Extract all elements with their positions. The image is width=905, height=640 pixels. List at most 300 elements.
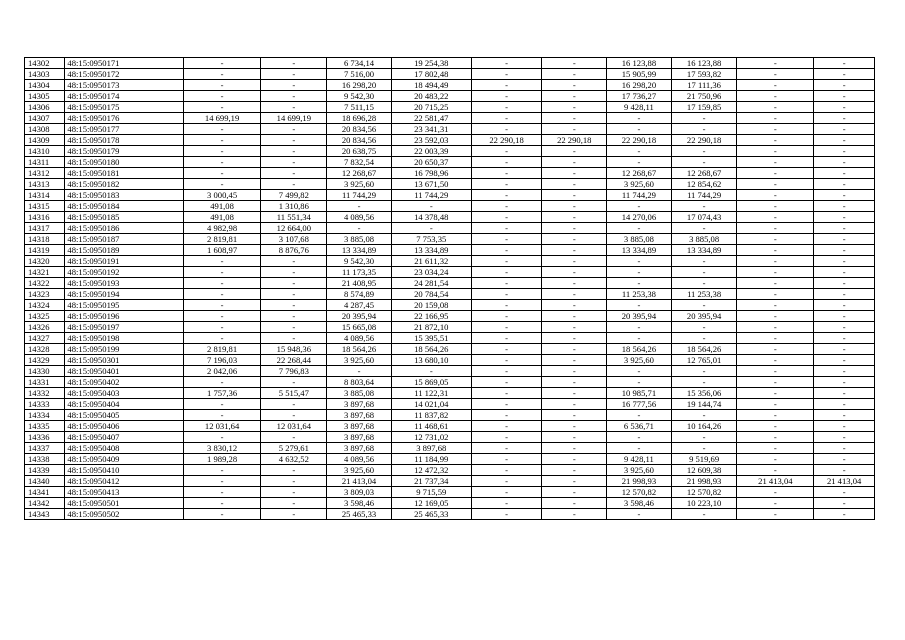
cadastral-number-cell: 48:15:0950191: [65, 256, 183, 267]
value-cell: -: [814, 443, 875, 454]
value-cell: -: [542, 190, 607, 201]
value-cell: -: [671, 223, 737, 234]
value-cell: -: [542, 223, 607, 234]
value-cell: -: [261, 69, 327, 80]
value-cell: -: [607, 278, 672, 289]
value-cell: -: [471, 80, 542, 91]
value-cell: -: [471, 388, 542, 399]
value-cell: 8 876,76: [261, 245, 327, 256]
value-cell: -: [607, 146, 672, 157]
value-cell: 7 516,00: [327, 69, 392, 80]
value-cell: -: [471, 487, 542, 498]
value-cell: -: [183, 267, 261, 278]
value-cell: -: [327, 366, 392, 377]
cadastral-number-cell: 48:15:0950196: [65, 311, 183, 322]
value-cell: -: [671, 333, 737, 344]
value-cell: -: [607, 300, 672, 311]
value-cell: -: [183, 432, 261, 443]
cadastral-number-cell: 48:15:0950185: [65, 212, 183, 223]
value-cell: 12 570,82: [607, 487, 672, 498]
value-cell: -: [542, 476, 607, 487]
table-row: [25, 212, 875, 223]
cadastral-number-cell: 48:15:0950174: [65, 91, 183, 102]
value-cell: 8 803,64: [327, 377, 392, 388]
value-cell: 22 290,18: [542, 135, 607, 146]
value-cell: 4 982,98: [183, 223, 261, 234]
value-cell: 7 753,35: [391, 234, 471, 245]
value-cell: 20 638,75: [327, 146, 392, 157]
row-number-cell: 14322: [25, 278, 65, 289]
row-number-cell: 14339: [25, 465, 65, 476]
value-cell: 19 254,38: [391, 58, 471, 69]
value-cell: -: [737, 322, 814, 333]
value-cell: -: [737, 179, 814, 190]
value-cell: -: [814, 399, 875, 410]
table-row: [25, 124, 875, 135]
value-cell: -: [607, 377, 672, 388]
value-cell: 17 074,43: [671, 212, 737, 223]
value-cell: 3 885,08: [327, 234, 392, 245]
value-cell: -: [737, 311, 814, 322]
value-cell: 3 897,68: [391, 443, 471, 454]
value-cell: -: [607, 124, 672, 135]
value-cell: -: [737, 454, 814, 465]
value-cell: -: [671, 432, 737, 443]
value-cell: -: [814, 80, 875, 91]
value-cell: 20 834,56: [327, 135, 392, 146]
value-cell: 8 574,89: [327, 289, 392, 300]
value-cell: -: [814, 289, 875, 300]
value-cell: -: [737, 168, 814, 179]
value-cell: -: [471, 509, 542, 520]
value-cell: 12 765,01: [671, 355, 737, 366]
row-number-cell: 14327: [25, 333, 65, 344]
value-cell: 11 173,35: [327, 267, 392, 278]
value-cell: -: [183, 300, 261, 311]
row-number-cell: 14337: [25, 443, 65, 454]
value-cell: -: [814, 102, 875, 113]
value-cell: -: [183, 465, 261, 476]
value-cell: -: [471, 267, 542, 278]
cadastral-number-cell: 48:15:0950179: [65, 146, 183, 157]
value-cell: -: [183, 58, 261, 69]
value-cell: -: [814, 421, 875, 432]
value-cell: -: [814, 410, 875, 421]
row-number-cell: 14312: [25, 168, 65, 179]
value-cell: -: [814, 366, 875, 377]
table-row: [25, 355, 875, 366]
value-cell: 4 089,56: [327, 454, 392, 465]
cadastral-number-cell: 48:15:0950184: [65, 201, 183, 212]
value-cell: -: [471, 212, 542, 223]
value-cell: -: [814, 333, 875, 344]
table-row: [25, 256, 875, 267]
table-row: [25, 146, 875, 157]
cadastral-number-cell: 48:15:0950195: [65, 300, 183, 311]
value-cell: -: [737, 223, 814, 234]
row-number-cell: 14331: [25, 377, 65, 388]
value-cell: -: [671, 322, 737, 333]
value-cell: -: [737, 509, 814, 520]
value-cell: -: [737, 399, 814, 410]
value-cell: -: [737, 344, 814, 355]
value-cell: -: [607, 333, 672, 344]
value-cell: 14 270,06: [607, 212, 672, 223]
value-cell: 18 494,49: [391, 80, 471, 91]
value-cell: -: [814, 377, 875, 388]
value-cell: -: [737, 267, 814, 278]
value-cell: -: [814, 245, 875, 256]
cadastral-number-cell: 48:15:0950193: [65, 278, 183, 289]
table-row: [25, 190, 875, 201]
value-cell: -: [183, 311, 261, 322]
value-cell: -: [814, 465, 875, 476]
value-cell: -: [814, 212, 875, 223]
table-row: [25, 234, 875, 245]
value-cell: -: [542, 201, 607, 212]
value-cell: 7 796,83: [261, 366, 327, 377]
value-cell: 17 802,48: [391, 69, 471, 80]
value-cell: -: [671, 366, 737, 377]
cadastral-number-cell: 48:15:0950186: [65, 223, 183, 234]
value-cell: -: [471, 421, 542, 432]
value-cell: 12 268,67: [327, 168, 392, 179]
value-cell: -: [261, 157, 327, 168]
cadastral-number-cell: 48:15:0950199: [65, 344, 183, 355]
value-cell: -: [471, 410, 542, 421]
value-cell: 15 395,51: [391, 333, 471, 344]
value-cell: -: [737, 190, 814, 201]
value-cell: -: [261, 377, 327, 388]
value-cell: -: [671, 300, 737, 311]
value-cell: -: [183, 157, 261, 168]
value-cell: 15 356,06: [671, 388, 737, 399]
value-cell: 4 287,45: [327, 300, 392, 311]
value-cell: -: [814, 179, 875, 190]
value-cell: -: [261, 465, 327, 476]
value-cell: 4 632,52: [261, 454, 327, 465]
value-cell: -: [471, 465, 542, 476]
value-cell: 4 089,56: [327, 333, 392, 344]
value-cell: -: [261, 333, 327, 344]
value-cell: 22 581,47: [391, 113, 471, 124]
value-cell: -: [542, 80, 607, 91]
value-cell: 3 000,45: [183, 190, 261, 201]
value-cell: 15 948,36: [261, 344, 327, 355]
value-cell: -: [471, 124, 542, 135]
value-cell: -: [261, 476, 327, 487]
value-cell: -: [542, 421, 607, 432]
cadastral-number-cell: 48:15:0950180: [65, 157, 183, 168]
value-cell: -: [814, 355, 875, 366]
cadastral-number-cell: 48:15:0950412: [65, 476, 183, 487]
table-row: [25, 465, 875, 476]
table-row: [25, 58, 875, 69]
value-cell: 4 089,56: [327, 212, 392, 223]
value-cell: -: [471, 190, 542, 201]
value-cell: 11 468,61: [391, 421, 471, 432]
value-cell: -: [183, 498, 261, 509]
value-cell: 22 290,18: [671, 135, 737, 146]
value-cell: -: [471, 146, 542, 157]
value-cell: -: [261, 432, 327, 443]
row-number-cell: 14325: [25, 311, 65, 322]
value-cell: -: [471, 300, 542, 311]
value-cell: 23 592,03: [391, 135, 471, 146]
value-cell: 21 408,95: [327, 278, 392, 289]
value-cell: -: [737, 69, 814, 80]
row-number-cell: 14303: [25, 69, 65, 80]
value-cell: -: [814, 311, 875, 322]
value-cell: -: [542, 157, 607, 168]
value-cell: 21 413,04: [327, 476, 392, 487]
value-cell: 18 564,26: [607, 344, 672, 355]
value-cell: -: [471, 256, 542, 267]
value-cell: -: [471, 443, 542, 454]
value-cell: -: [542, 311, 607, 322]
value-cell: -: [814, 432, 875, 443]
value-cell: -: [542, 509, 607, 520]
value-cell: 11 744,29: [327, 190, 392, 201]
cadastral-number-cell: 48:15:0950181: [65, 168, 183, 179]
row-number-cell: 14334: [25, 410, 65, 421]
row-number-cell: 14329: [25, 355, 65, 366]
value-cell: 3 885,08: [671, 234, 737, 245]
value-cell: -: [183, 377, 261, 388]
value-cell: 20 395,94: [327, 311, 392, 322]
value-cell: 13 680,10: [391, 355, 471, 366]
value-cell: 21 737,34: [391, 476, 471, 487]
value-cell: -: [542, 498, 607, 509]
value-cell: 11 744,29: [607, 190, 672, 201]
value-cell: -: [261, 289, 327, 300]
value-cell: 12 472,32: [391, 465, 471, 476]
value-cell: -: [542, 69, 607, 80]
value-cell: 12 031,64: [261, 421, 327, 432]
row-number-cell: 14304: [25, 80, 65, 91]
value-cell: -: [737, 212, 814, 223]
value-cell: -: [671, 157, 737, 168]
value-cell: -: [671, 410, 737, 421]
value-cell: 7 196,03: [183, 355, 261, 366]
value-cell: 1 310,86: [261, 201, 327, 212]
row-number-cell: 14319: [25, 245, 65, 256]
value-cell: -: [471, 322, 542, 333]
value-cell: 3 897,68: [327, 421, 392, 432]
value-cell: -: [607, 509, 672, 520]
value-cell: -: [737, 124, 814, 135]
cadastral-number-cell: 48:15:0950189: [65, 245, 183, 256]
value-cell: 15 869,05: [391, 377, 471, 388]
value-cell: -: [814, 267, 875, 278]
value-cell: 21 413,04: [737, 476, 814, 487]
value-cell: 3 925,60: [607, 179, 672, 190]
value-cell: -: [327, 223, 392, 234]
table-row: [25, 377, 875, 388]
table-row: [25, 322, 875, 333]
value-cell: -: [471, 432, 542, 443]
value-cell: 13 334,89: [671, 245, 737, 256]
value-cell: -: [471, 179, 542, 190]
value-cell: -: [607, 223, 672, 234]
value-cell: -: [737, 377, 814, 388]
row-number-cell: 14316: [25, 212, 65, 223]
cadastral-number-cell: 48:15:0950410: [65, 465, 183, 476]
value-cell: 23 034,24: [391, 267, 471, 278]
cadastral-number-cell: 48:15:0950405: [65, 410, 183, 421]
value-cell: -: [542, 388, 607, 399]
value-cell: -: [471, 278, 542, 289]
value-cell: 21 998,93: [671, 476, 737, 487]
value-cell: 12 268,67: [671, 168, 737, 179]
table-row: [25, 432, 875, 443]
cadastral-number-cell: 48:15:0950171: [65, 58, 183, 69]
value-cell: -: [607, 443, 672, 454]
table-row: [25, 223, 875, 234]
value-cell: -: [737, 256, 814, 267]
cadastral-number-cell: 48:15:0950173: [65, 80, 183, 91]
table-row: [25, 278, 875, 289]
value-cell: 25 465,33: [391, 509, 471, 520]
row-number-cell: 14336: [25, 432, 65, 443]
value-cell: -: [183, 476, 261, 487]
value-cell: -: [542, 168, 607, 179]
value-cell: 12 854,62: [671, 179, 737, 190]
value-cell: 11 122,31: [391, 388, 471, 399]
table-row: [25, 476, 875, 487]
value-cell: 21 750,96: [671, 91, 737, 102]
value-cell: -: [542, 58, 607, 69]
cadastral-number-cell: 48:15:0950301: [65, 355, 183, 366]
value-cell: -: [607, 410, 672, 421]
value-cell: -: [261, 102, 327, 113]
value-cell: 22 290,18: [607, 135, 672, 146]
value-cell: -: [737, 300, 814, 311]
value-cell: -: [542, 179, 607, 190]
value-cell: -: [183, 399, 261, 410]
row-number-cell: 14309: [25, 135, 65, 146]
table-row: [25, 289, 875, 300]
value-cell: 20 650,37: [391, 157, 471, 168]
cadastral-number-cell: 48:15:0950187: [65, 234, 183, 245]
value-cell: 491,08: [183, 212, 261, 223]
table-row: [25, 487, 875, 498]
value-cell: -: [737, 432, 814, 443]
value-cell: -: [542, 256, 607, 267]
value-cell: 14 021,04: [391, 399, 471, 410]
value-cell: -: [391, 223, 471, 234]
value-cell: 3 897,68: [327, 410, 392, 421]
value-cell: 18 564,26: [327, 344, 392, 355]
value-cell: -: [737, 113, 814, 124]
value-cell: 7 499,82: [261, 190, 327, 201]
value-cell: 2 819,81: [183, 234, 261, 245]
value-cell: 21 998,93: [607, 476, 672, 487]
value-cell: -: [183, 80, 261, 91]
value-cell: -: [542, 267, 607, 278]
table-row: [25, 157, 875, 168]
value-cell: -: [542, 146, 607, 157]
value-cell: -: [471, 289, 542, 300]
table-row: [25, 454, 875, 465]
cadastral-number-cell: 48:15:0950182: [65, 179, 183, 190]
value-cell: -: [261, 487, 327, 498]
row-number-cell: 14308: [25, 124, 65, 135]
value-cell: 18 564,26: [671, 344, 737, 355]
value-cell: 12 031,64: [183, 421, 261, 432]
row-number-cell: 14307: [25, 113, 65, 124]
cadastral-number-cell: 48:15:0950178: [65, 135, 183, 146]
value-cell: 15 665,08: [327, 322, 392, 333]
value-cell: 5 515,47: [261, 388, 327, 399]
value-cell: 11 253,38: [671, 289, 737, 300]
value-cell: -: [183, 102, 261, 113]
value-cell: 3 809,03: [327, 487, 392, 498]
value-cell: -: [737, 410, 814, 421]
value-cell: -: [607, 267, 672, 278]
value-cell: -: [183, 289, 261, 300]
value-cell: -: [814, 146, 875, 157]
value-cell: -: [737, 421, 814, 432]
value-cell: 2 819,81: [183, 344, 261, 355]
value-cell: -: [814, 58, 875, 69]
value-cell: -: [814, 201, 875, 212]
value-cell: 23 341,31: [391, 124, 471, 135]
value-cell: -: [542, 355, 607, 366]
value-cell: -: [542, 399, 607, 410]
cadastral-number-cell: 48:15:0950402: [65, 377, 183, 388]
value-cell: -: [737, 366, 814, 377]
value-cell: -: [471, 355, 542, 366]
value-cell: 16 298,20: [607, 80, 672, 91]
value-cell: 20 715,25: [391, 102, 471, 113]
value-cell: -: [542, 410, 607, 421]
value-cell: 16 798,96: [391, 168, 471, 179]
row-number-cell: 14330: [25, 366, 65, 377]
value-cell: 17 593,82: [671, 69, 737, 80]
value-cell: -: [183, 135, 261, 146]
value-cell: 11 744,29: [671, 190, 737, 201]
value-cell: 16 123,88: [607, 58, 672, 69]
value-cell: 14 378,48: [391, 212, 471, 223]
value-cell: -: [471, 168, 542, 179]
value-cell: -: [471, 476, 542, 487]
value-cell: -: [261, 135, 327, 146]
value-cell: -: [183, 322, 261, 333]
value-cell: -: [737, 91, 814, 102]
value-cell: -: [183, 487, 261, 498]
value-cell: -: [737, 355, 814, 366]
value-cell: 20 483,22: [391, 91, 471, 102]
table-row: [25, 201, 875, 212]
value-cell: -: [737, 58, 814, 69]
value-cell: -: [814, 300, 875, 311]
value-cell: -: [183, 124, 261, 135]
value-cell: -: [261, 168, 327, 179]
value-cell: 3 925,60: [327, 465, 392, 476]
value-cell: -: [671, 124, 737, 135]
value-cell: 9 428,11: [607, 454, 672, 465]
value-cell: -: [737, 234, 814, 245]
value-cell: 2 042,06: [183, 366, 261, 377]
cadastral-number-cell: 48:15:0950408: [65, 443, 183, 454]
value-cell: -: [471, 377, 542, 388]
value-cell: -: [737, 102, 814, 113]
value-cell: 1 757,36: [183, 388, 261, 399]
value-cell: -: [261, 278, 327, 289]
value-cell: -: [607, 432, 672, 443]
value-cell: -: [542, 443, 607, 454]
